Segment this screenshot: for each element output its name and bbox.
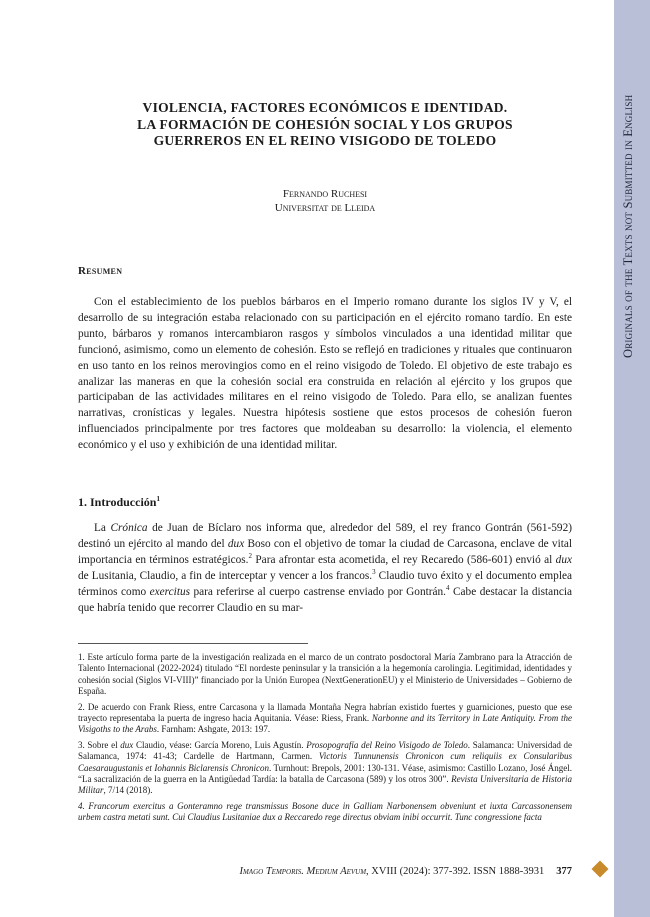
footnote-rule [78,643,308,644]
side-band [614,0,650,917]
italic-dux-2: dux [555,553,572,566]
section-heading [78,495,160,510]
side-label: Originals of the Texts not Submitted in English [621,95,635,359]
italic-exercitus: exercitus [149,585,190,598]
footnote-ref-2: 2 [248,552,252,561]
author-block [90,187,560,215]
section-heading-text: 1. Introducción [78,495,157,509]
footnote-ref-1: 1 [156,495,160,503]
footnote-4: 4. Francorum exercitus a Gonteramno rege transmissus Bosone duce in Galliam Narbonensem obveniunt et iuxta Carcassonensem urbem castra metati sunt. Cui Claudius Lusitaniae dux a Reccaredo rege directus obviam inibi occurrit. Tunc congressione facta [78,800,572,823]
footnotes [78,652,572,828]
abstract-text: Con el establecimiento de los pueblos bárbaros en el Imperio romano durante los siglos IV y V, el desarrollo de su integración estaba relacionado con su participación en el ejército romano tardío. En este punto, bárbaros y romanos intercambiaron rasgos y símbolos vinculados a una identidad militar que funcionó, asimismo, como un elemento de cohesión. Esto se reflejó en tradiciones y rituales que continuaron en uso tanto en los reinos merovingios como en el reino visigodo de Toledo. El objetivo de este trabajo es analizar las maneras en que la cohesión social era construida en relación al ejército y los grupos que participaban de las actividades militares en el reino visigodo de Toledo. Para ello, se analizan fuentes narrativas, cronísticas y legales. Nuestra hipótesis sostiene que estos procesos de cohesión fueron influenciados principalmente por tres factores que moldeaban su desarrollo: la violencia, el elemento económico y el uso y exhibición de una identidad militar. [78,296,572,452]
italic-dux: dux [227,537,245,550]
footer-journal: Imago Temporis. Medium Aevum [239,866,367,877]
italic-cronica: Crónica [110,522,148,534]
author-name: Fernando Ruchesi [282,188,368,200]
title-line-3: GUERREROS EN EL REINO VISIGODO DE TOLEDO [153,133,497,148]
ornament-icon [592,861,609,878]
footnote-3: 3. Sobre el dux Claudio, véase: García Moreno, Luis Agustín. Prosopografía del Reino Visigodo de Toledo. Salamanca: Universidad de Salamanca, 1974: 41-43; Cardelle de Hartmann, Carmen. Victoris Tunnunensis Chronicon cum reliquiis ex Consularibus Caesaraugustanis et Iohannis Biclarensis Chronicon. Turnhout: Brepols, 2001: 130-131. Véase, asimismo: Castillo Lozano, José Ángel. “La sacralización de la guerra en la Antigüedad Tardía: la batalla de Carcasona (589) y los otros 300”. Revista Universitaria de Historia Militar, 7/14 (2018). [78,739,573,796]
title-line-1: VIOLENCIA, FACTORES ECONÓMICOS E IDENTIDAD. [142,100,508,115]
footer-citation: , XVIII (2024): 377-392. ISSN 1888-3931 [366,866,545,877]
intro-paragraph: La Crónica de Juan de Bíclaro nos informa que, alrededor del 589, el rey franco Gontrán (561-592) destinó un ejército al mando del dux Boso con el objetivo de tomar la ciudad de Carcasona, enclave de vital importancia en términos estratégicos.$^2$ Para afrontar esta acometida, el rey Recaredo (586-601) envió al dux de Lusitania, Claudio, a fin de interceptar y vencer a los francos.$^3$ Claudio tuvo éxito y el documento emplea términos como exercitus para referirse al cuerpo castrense enviado por Gontrán.$^4$ Cabe destacar la distancia que habría tenido que recorrer Claudio en su mar- [78,522,573,614]
title-line-2: LA FORMACIÓN DE COHESIÓN SOCIAL Y LOS GRUPOS [137,116,513,132]
page-footer [239,866,572,877]
article-title [90,100,560,150]
page-number: 377 [556,866,572,877]
footnote-2: 2. De acuerdo con Frank Riess, entre Carcasona y la llamada Montaña Negra habrían existido fuertes y guarniciones, puesto que ese trayecto representaba la puerta de ingreso hacia Aquitania. Véase: Riess, Frank. Narbonne and its Territory in Late Antiquity. From the Visigoths to the Arabs. Farnham: Ashgate, 2013: 197. [78,701,572,735]
author-affiliation: Universitat de Lleida [274,202,376,214]
abstract-heading: Resumen [78,265,123,277]
footnote-ref-4: 4 [446,583,450,592]
footnote-1: 1. Este artículo forma parte de la investigación realizada en el marco de un contrato posdoctoral María Zambrano para la Atracción de Talento Internacional (2022-2024) titulado “El nordeste peninsular y la transición a la hegemonía carolingia. Legitimidad, identidades y cohesión social (Siglos VI-VIII)” financiado por la Unión Europea (NextGenerationEU) y el Ministerio de Universidades – Gobierno de España. [78,652,572,697]
footnote-ref-3: 3 [372,567,376,576]
